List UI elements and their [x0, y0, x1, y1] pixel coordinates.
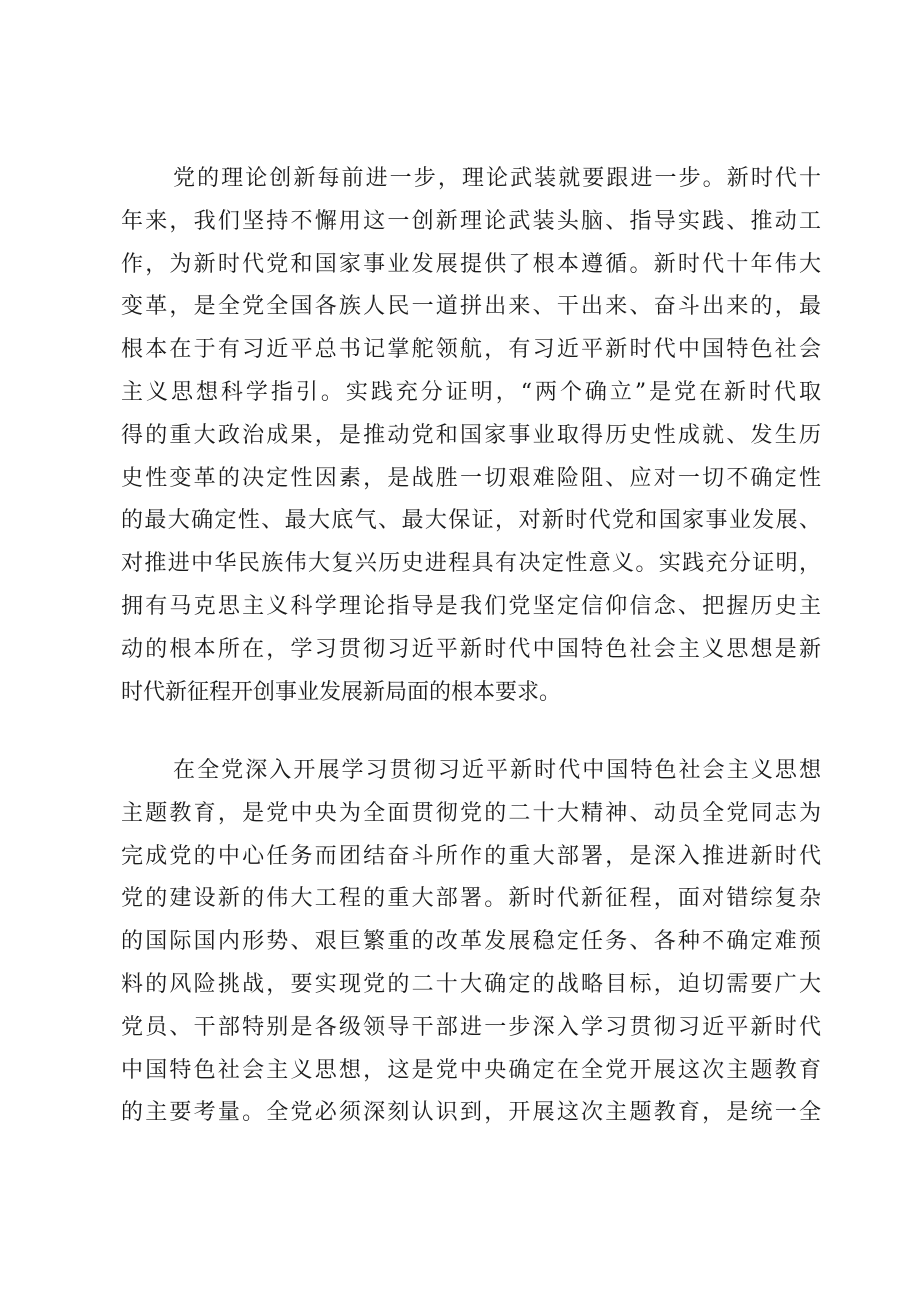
text-line: 时代新征程开创事业发展新局面的根本要求。: [121, 679, 562, 705]
text-line: 的最大确定性、最大底气、最大保证，对新时代党和国家事业发展、: [121, 508, 821, 534]
text-line: 根本在于有习近平总书记掌舵领航，有习近平新时代中国特色社会: [121, 337, 821, 363]
text-line: 得的重大政治成果，是推动党和国家事业取得历史性成就、发生历: [121, 422, 821, 448]
text-line: 中国特色社会主义思想，这是党中央确定在全党开展这次主题教育: [121, 1057, 821, 1083]
text-line: 作，为新时代党和国家事业发展提供了根本遵循。新时代十年伟大: [121, 251, 821, 277]
text-line: 党的建设新的伟大工程的重大部署。新时代新征程，面对错综复杂: [121, 886, 821, 912]
text-line: 党员、干部特别是各级领导干部进一步深入学习贯彻习近平新时代: [121, 1014, 821, 1040]
text-line: 年来，我们坚持不懈用这一创新理论武装头脑、指导实践、推动工: [121, 208, 821, 234]
text-line: 史性变革的决定性因素，是战胜一切艰难险阻、应对一切不确定性: [121, 465, 821, 491]
text-line: 在全党深入开展学习贯彻习近平新时代中国特色社会主义思想: [173, 758, 821, 783]
text-line: 主义思想科学指引。实践充分证明，“两个确立”是党在新时代取: [121, 379, 821, 405]
text-line: 完成党的中心任务而团结奋斗所作的重大部署，是深入推进新时代: [121, 843, 821, 869]
text-line: 变革，是全党全国各族人民一道拼出来、干出来、奋斗出来的，最: [121, 294, 821, 320]
paragraph-1: [121, 158, 821, 714]
text-line: 动的根本所在，学习贯彻习近平新时代中国特色社会主义思想是新: [121, 636, 821, 662]
text-line: 党的理论创新每前进一步，理论武装就要跟进一步。新时代十: [173, 166, 821, 191]
text-line: 拥有马克思主义科学理论指导是我们党坚定信仰信念、把握历史主: [121, 593, 821, 619]
text-line: 主题教育，是党中央为全面贯彻党的二十大精神、动员全党同志为: [121, 800, 821, 826]
text-line: 的国际国内形势、艰巨繁重的改革发展稳定任务、各种不确定难预: [121, 929, 821, 955]
text-line: 对推进中华民族伟大复兴历史进程具有决定性意义。实践充分证明，: [121, 551, 821, 577]
paragraph-2: [121, 750, 821, 1135]
text-line: 料的风险挑战，要实现党的二十大确定的战略目标，迫切需要广大: [121, 971, 821, 997]
text-line: 的主要考量。全党必须深刻认识到，开展这次主题教育，是统一全: [121, 1100, 821, 1126]
